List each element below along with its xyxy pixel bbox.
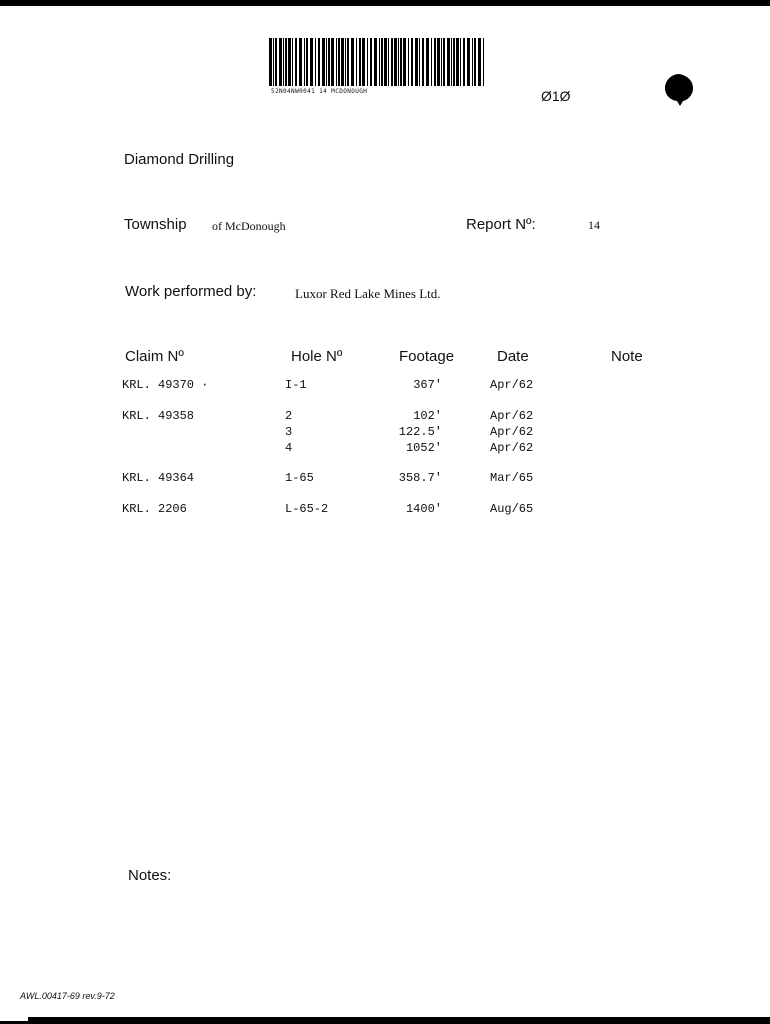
- form-code: Ø1Ø: [541, 88, 571, 104]
- table-row-claim: KRL. 49370 ·: [122, 378, 209, 392]
- township-label: Township: [124, 216, 187, 233]
- table-row-date: Mar/65: [490, 471, 534, 485]
- work-performed-value: Luxor Red Lake Mines Ltd.: [295, 286, 441, 301]
- scan-border-bottom: [28, 1017, 770, 1024]
- table-row-claim: KRL. 2206: [122, 502, 187, 516]
- table-row-date: Apr/62: [490, 441, 534, 455]
- date-column-header: Date: [497, 348, 529, 365]
- note-column-header: Note: [611, 348, 643, 365]
- hole-column-header: Hole Nº: [291, 348, 343, 365]
- table-row-date: Apr/62: [490, 378, 534, 392]
- claim-column-header: Claim Nº: [125, 348, 184, 365]
- table-row-date: Apr/62: [490, 409, 534, 423]
- form-number: AWL.00417-69 rev.9-72: [20, 991, 115, 1001]
- table-row-hole: I-1: [285, 378, 307, 392]
- notes-label: Notes:: [128, 867, 172, 884]
- table-row-footage: 1400': [405, 502, 442, 516]
- table-row-claim: KRL. 49364: [122, 471, 195, 485]
- table-row-hole: 1-65: [285, 471, 314, 485]
- report-number-value: 14: [588, 218, 600, 232]
- table-row-claim: KRL. 49358: [122, 409, 195, 423]
- table-row-footage: 1052': [405, 441, 442, 455]
- table-row-date: Aug/65: [490, 502, 534, 516]
- report-number-label: Report Nº:: [466, 216, 536, 233]
- table-row-footage: 102': [413, 409, 442, 423]
- table-row-hole: 2: [285, 409, 293, 423]
- table-row-date: Apr/62: [490, 425, 534, 439]
- document-title: Diamond Drilling: [124, 151, 235, 168]
- table-row-hole: 4: [285, 441, 293, 455]
- table-row-hole: 3: [285, 425, 293, 439]
- barcode-image: [268, 38, 488, 86]
- table-row-hole: L-65-2: [285, 502, 329, 516]
- footage-column-header: Footage: [399, 348, 455, 365]
- table-row-footage: 358.7': [398, 471, 442, 485]
- barcode-caption: 52N04NW0041 14 MCDONOUGH: [271, 88, 368, 95]
- work-performed-label: Work performed by:: [125, 283, 257, 300]
- township-value: of McDonough: [212, 219, 286, 233]
- table-row-footage: 367': [413, 378, 442, 392]
- scan-border-top: [0, 0, 770, 6]
- table-row-footage: 122.5': [398, 425, 442, 439]
- ink-blot: [664, 73, 694, 107]
